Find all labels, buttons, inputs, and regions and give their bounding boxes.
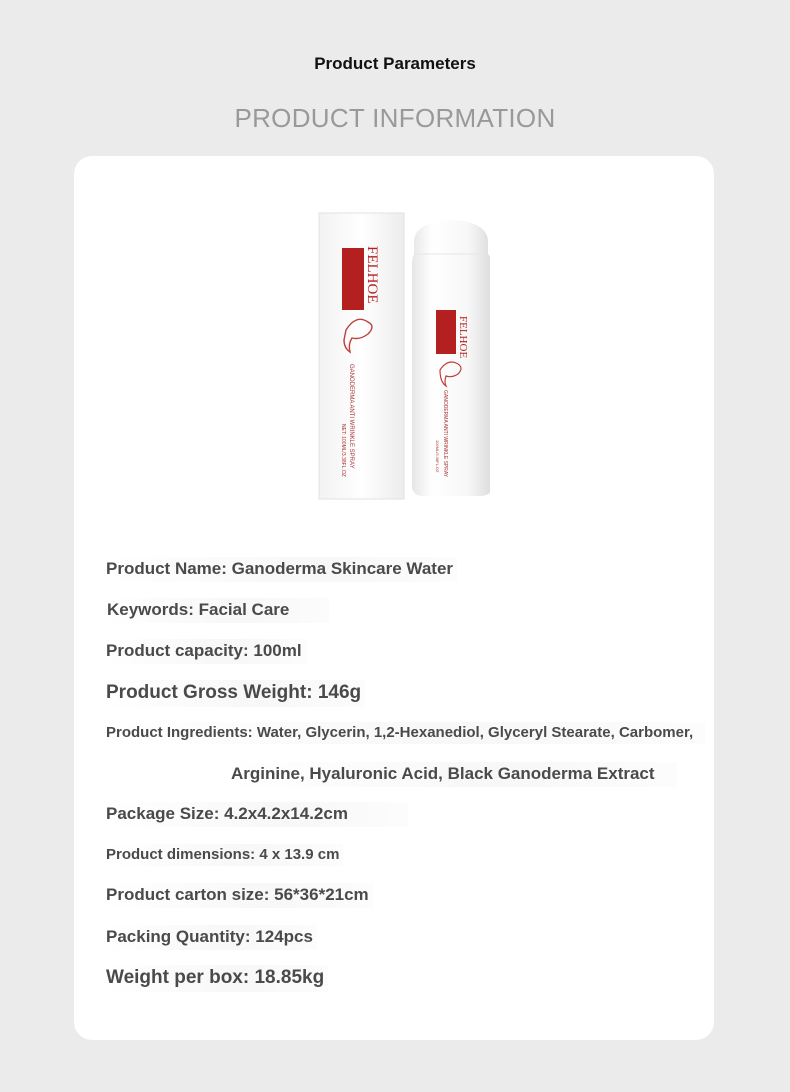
spec-packing-quantity: Packing Quantity: 124pcs [106,925,317,950]
product-bottle [412,220,490,496]
spec-keywords: Keywords: Facial Care [107,598,329,623]
spec-ingredients: Product Ingredients: Water, Glycerin, 1,2-Hexanediol, Glyceryl Stearate, Carbomer, [106,722,705,744]
bottle-product-text: GANODERMA ANTI WRINKLE SPRAY [442,390,448,478]
spec-carton-size: Product carton size: 56*36*21cm [106,883,373,908]
page-subtitle: PRODUCT INFORMATION [234,103,556,133]
spec-gross-weight: Product Gross Weight: 146g [106,680,365,707]
spec-weight-per-box: Weight per box: 18.85kg [106,965,328,992]
bottle-net-text: 100ML/3.38FL.OZ [435,440,440,473]
spec-product-dimensions: Product dimensions: 4 x 13.9 cm [106,844,343,866]
spec-product-name: Product Name: Ganoderma Skincare Water [106,557,457,582]
bottle-brand-text: FELHOE [457,316,469,359]
product-box [319,213,404,499]
spec-capacity: Product capacity: 100ml [106,639,306,664]
box-product-text: GANODERMA ANTI WRINKLE SPRAY [348,364,354,469]
box-brand-text: FELHOE [364,246,380,304]
spec-ingredients-continued: Arginine, Hyaluronic Acid, Black Ganoderma Extract [227,762,677,787]
spec-package-size: Package Size: 4.2x4.2x14.2cm [106,802,408,827]
box-net-text: NET: 100ML/3.38FL.OZ [340,424,346,477]
product-image [318,212,490,500]
product-info-card [74,156,714,1040]
page-title: Product Parameters [314,54,476,73]
